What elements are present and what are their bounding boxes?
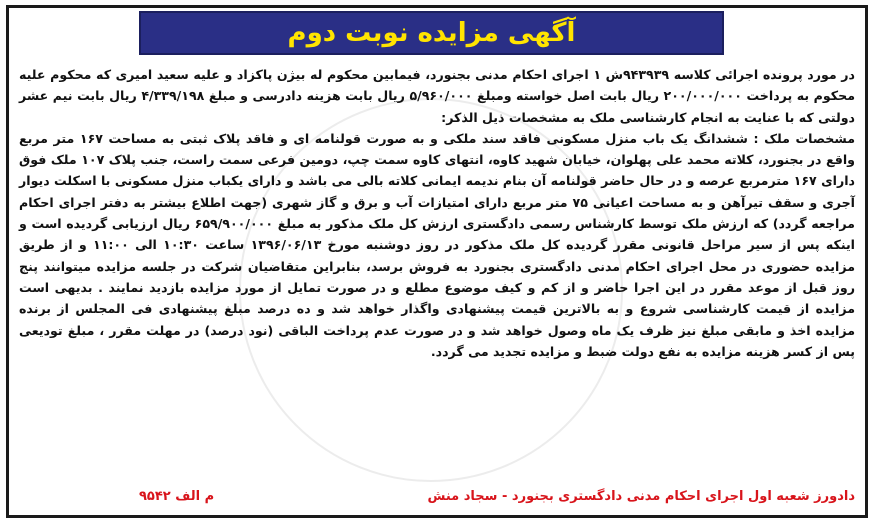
notice-footer bbox=[19, 485, 855, 507]
notice-frame bbox=[6, 5, 868, 518]
paragraph-property-details: مشخصات ملک : ششدانگ یک باب منزل مسکونی فاقد سند ملکی و به صورت قولنامه ای و فاقد پلاک ثبتی به مساحت ۱۶۷ متر مربع واقع در بجنورد، کلاته محمد علی پهلوان، خیابان شهید کاوه، انتهای کاوه سمت چپ، دومین فرعی سمت راست، جنب پلاک ۱۰۷ ملک فوق دارای ۱۶۷ مترمربع عرصه و در حال حاضر قولنامه آن بنام ندیمه ایمانی کلاته بالی می باشد و دارای یکباب منزل مسکونی با اسکلت دیوار آجری و سقف تیرآهن و به مساحت اعیانی ۷۵ متر مربع دارای امتیازات آب و برق و گاز شهری (جهت اطلاع بیشتر به دفتر اجرای احکام مراجعه گردد) که ارزش ملک توسط کارشناس رسمی دادگستری ارزش کل ملک مذکور به مبلغ ۶۵۹/۹۰۰/۰۰۰ ریال ارزیابی گردیده است و اینکه پس از سیر مراحل قانونی مقرر گردیده کل ملک مذکور در روز دوشنبه مورخ ۱۳۹۶/۰۶/۱۳ ساعت ۱۰:۳۰ الی ۱۱:۰۰ و از طریق مزایده حضوری در محل اجرای احکام مدنی دادگستری بجنورد به فروش برسد، بنابراین متقاضیان شرکت در جلسه مزایده میتوانند پنج روز قبل از موعد مقرر در این اجرا حاضر و از کم و کیف موضوع مطلع و در صورت تمایل از مورد مزایده بازدید نمایند . بدیهی است مزایده از قیمت کارشناسی شروع و به بالاترین قیمت پیشنهادی واگذار خواهد شد و ده درصد مبلغ پیشنهادی فی المجلس از برنده مزایده اخذ و مابقی مبلغ نیز ظرف یک ماه وصول خواهد شد و در صورت عدم پرداخت الباقی (نود درصد) در مهلت مقرر ، مبلغ تودیعی پس از کسر هزینه مزایده به نفع دولت ضبط و مزایده تجدید می گردد. bbox=[19, 130, 855, 359]
paragraph-case-details: در مورد پرونده اجرائی کلاسه ۹۴۳۹۳۹ش ۱ اجرای احکام مدنی بجنورد، فیمابین محکوم له بیژن پاکزاد و علیه سعید امیری که محکوم علیه محکوم به پرداخت ۲۰۰/۰۰۰/۰۰۰ ریال بابت اصل خواسته ومبلغ ۵/۹۶۰/۰۰۰ ریال بابت هزینه دادرسی و مبلغ ۴/۳۳۹/۱۹۸ ریال بابت نیم عشر دولتی که با عنایت به انجام کارشناسی ملک به مشخصات ذیل الذکر: bbox=[19, 67, 855, 125]
notice-body bbox=[19, 64, 855, 362]
signer-line: دادورز شعبه اول اجرای احکام مدنی دادگستری بجنورد - سجاد منش bbox=[427, 488, 855, 504]
notice-title: آگهی مزایده نوبت دوم bbox=[287, 18, 576, 48]
reference-code: م الف ۹۵۴۲ bbox=[139, 488, 215, 504]
title-banner bbox=[139, 11, 724, 55]
